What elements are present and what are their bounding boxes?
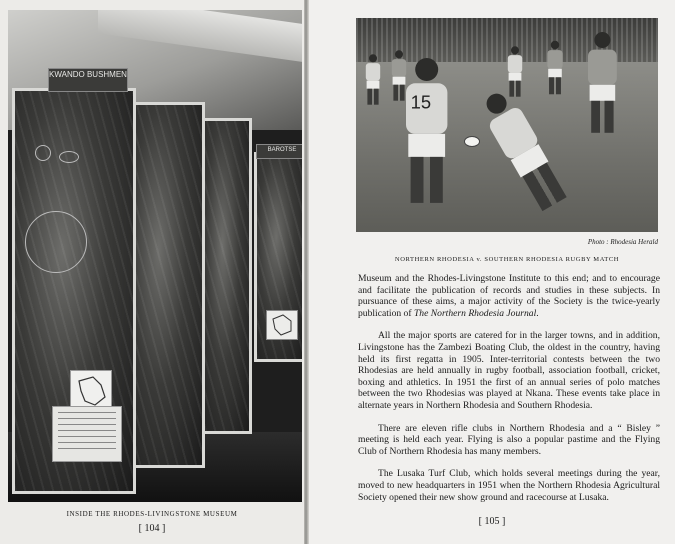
museum-caption: INSIDE THE RHODES-LIVINGSTONE MUSEUM xyxy=(66,510,238,518)
photo-credit: Photo : Rhodesia Herald xyxy=(587,238,658,246)
paragraph: Museum and the Rhodes-Livingstone Institute to this end; and to encourage and facilitate the publication of records and studies in these subjects. In pursuance of these aims, a major activity of the Society is the twice-yearly publication of The Northern Rhodesia Journal. xyxy=(358,273,660,319)
exhibit-net xyxy=(25,211,87,273)
display-case-middle xyxy=(128,102,205,468)
museum-photo xyxy=(8,10,302,502)
paragraph: All the major sports are catered for in the larger towns, and in addition, Livingstone has the Zambezi Boating Club, the oldest in the country, having held its first regatta in 1905. Inter-territorial contests between the two Rhodesias are held annually in rugby football, association football, cricket, boxing and athletics. In 1951 the first of an annual series of polo matches between the two Rhodesias was played at Nkana. These events take place in alternate years in Northern Rhodesia and Southern Rhodesia. xyxy=(358,330,660,411)
exhibit-ring xyxy=(59,151,79,163)
player xyxy=(547,41,562,95)
map-outline-icon xyxy=(71,371,111,411)
body-text xyxy=(358,273,660,514)
case-sign-kwando: KWANDO BUSHMEN xyxy=(48,68,128,92)
player xyxy=(508,46,522,96)
player-number-15 xyxy=(406,58,447,203)
exhibit-ring xyxy=(35,145,51,161)
jersey-number: 15 xyxy=(410,92,432,114)
display-case-back xyxy=(202,118,252,434)
journal-title: The Northern Rhodesia Journal xyxy=(413,307,537,319)
small-map-card xyxy=(266,310,298,340)
page-number-right: [ 105 ] xyxy=(478,516,506,527)
page-number-left: [ 104 ] xyxy=(138,523,166,534)
right-page xyxy=(309,0,675,544)
paragraph: There are eleven rifle clubs in Northern Rhodesia and a “ Bisley ” meeting is held each year. Flying is also a popular pastime and the Flying Club of Northern Rhodesia has many members. xyxy=(358,422,660,457)
rugby-caption: NORTHERN RHODESIA v. SOUTHERN RHODESIA RUGBY MATCH xyxy=(394,256,620,263)
case-sign-barotse: BAROTSE xyxy=(256,144,302,159)
rugby-ball xyxy=(464,136,480,147)
player xyxy=(588,32,617,133)
rugby-photo xyxy=(356,18,658,232)
player xyxy=(392,50,406,100)
map-outline-icon xyxy=(267,311,297,339)
info-card xyxy=(52,406,122,462)
player xyxy=(366,54,380,104)
paragraph: The Lusaka Turf Club, which holds several meetings during the year, moved to new headquarters in 1951 when the Northern Rhodesia Agricultural Society opened their new show ground and racecourse at Lusaka. xyxy=(358,468,660,503)
left-page xyxy=(0,0,304,544)
